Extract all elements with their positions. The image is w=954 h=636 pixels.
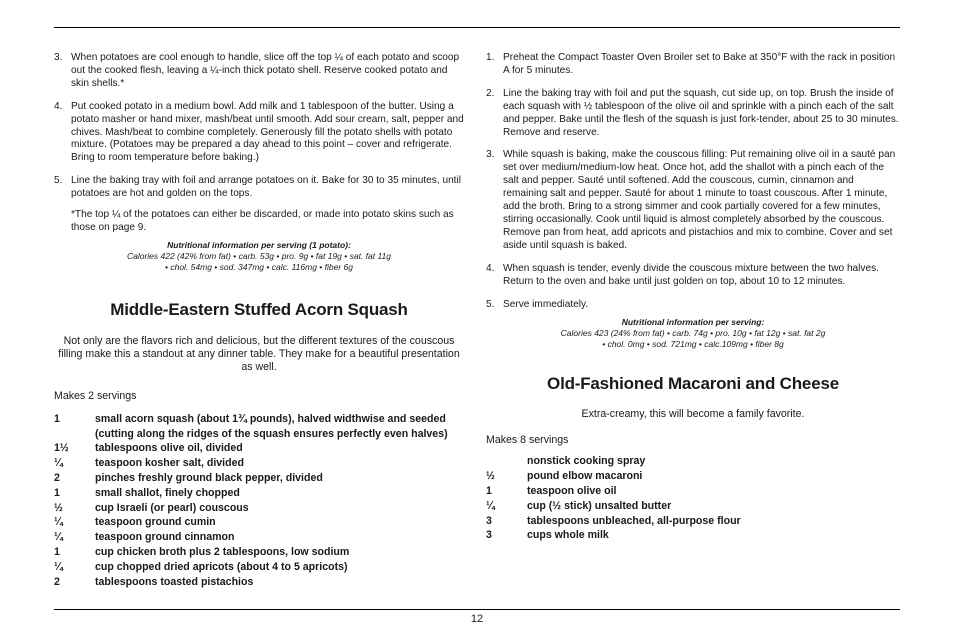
ingredient-qty: ½ — [54, 501, 63, 514]
recipe-intro: Extra-creamy, this will become a family favorite. — [581, 408, 805, 421]
ingredient-list — [54, 412, 464, 590]
ingredient-row — [54, 456, 464, 471]
ingredient-qty: 1 — [54, 412, 60, 425]
ingredient-qty: 1 — [486, 485, 492, 497]
ingredient-text: teaspoon ground cinnamon — [95, 531, 235, 544]
ingredient-qty: 1½ — [54, 442, 69, 455]
servings-text: Makes 8 servings — [486, 434, 569, 447]
ingredient-text: nonstick cooking spray — [527, 455, 646, 468]
ingredient-qty: 3 — [486, 529, 492, 542]
step-number: 4. — [486, 262, 495, 274]
ingredient-qty: ¼ — [54, 560, 63, 573]
ingredient-text: cup Israeli (or pearl) couscous — [95, 501, 249, 514]
ingredient-row — [486, 454, 900, 469]
step-number: 5. — [54, 175, 63, 187]
ingredient-row — [54, 530, 464, 545]
nutrition-title: Nutritional information per serving (1 potato): — [167, 239, 351, 250]
ingredient-qty: 1 — [54, 546, 60, 559]
ingredient-row — [486, 484, 900, 499]
ingredient-text: small acorn squash (about 1¾ pounds), halved widthwise and seeded (cutting along the ridges of the squash ensures perfectly even halves) — [95, 412, 448, 440]
step-item — [54, 175, 464, 201]
ingredient-row — [54, 545, 464, 560]
left-column — [54, 52, 464, 589]
ingredient-qty: 3 — [486, 514, 492, 527]
ingredient-text: cups whole milk — [527, 529, 609, 542]
ingredient-text: cup (½ stick) unsalted butter — [527, 499, 672, 512]
ingredient-text: cup chopped dried apricots (about 4 to 5 apricots) — [95, 560, 348, 573]
step-number: 1. — [486, 52, 495, 63]
step-number: 5. — [486, 298, 495, 310]
recipe-title: Old-Fashioned Macaroni and Cheese — [547, 374, 839, 394]
step-text: When potatoes are cool enough to handle, slice off the top ¼ of each potato and scoop out the cooked flesh, leaving a ¼-inch thick potato shell. Reserve cooked potato and skin shells.* — [71, 52, 460, 89]
nutrition-line: Calories 423 (24% from fat) • carb. 74g • pro. 10g • fat 12g • sat. fat 2g — [560, 328, 826, 339]
ingredient-text: tablespoons unbleached, all-purpose flour — [527, 514, 741, 527]
ingredient-text: teaspoon ground cumin — [95, 516, 216, 529]
step-item — [54, 101, 464, 166]
top-rule — [54, 27, 900, 28]
ingredient-row — [54, 575, 464, 590]
step-item — [486, 88, 900, 140]
ingredient-qty: 1 — [54, 486, 60, 499]
nutrition-line: • chol. 0mg • sod. 721mg • calc.109mg • fiber 8g — [602, 339, 784, 350]
step-number: 3. — [486, 149, 495, 161]
ingredient-qty: 2 — [54, 575, 60, 588]
ingredient-qty: ¼ — [54, 516, 63, 529]
ingredient-text: teaspoon kosher salt, divided — [95, 457, 244, 470]
ingredient-text: teaspoon olive oil — [527, 485, 617, 497]
ingredient-qty: ½ — [486, 470, 495, 483]
ingredient-row — [486, 514, 900, 529]
ingredient-qty: ¼ — [486, 499, 495, 512]
step-number: 3. — [54, 52, 63, 63]
step-text: Line the baking tray with foil and arrange potatoes on it. Bake for 30 to 35 minutes, until potatoes are hot and golden on the tops. — [71, 175, 461, 200]
ingredient-row — [486, 528, 900, 543]
ingredient-row — [54, 515, 464, 530]
step-text: Put cooked potato in a medium bowl. Add milk and 1 tablespoon of the butter. Using a potato masher or hand mixer, mash/beat until smooth. Add sour cream, salt, pepper and chives. Mash/beat to combine completely. Generously fill the potato shells with potato mixture. (Potatoes may be prepared a day ahead to this point – cover and refrigerate. Bring to room temperature before baking.) — [71, 100, 464, 164]
recipe-intro: Not only are the flavors rich and delicious, but the different textures of the couscous filling make this a standout at any dinner table. They make for a beautiful presentation as well. — [58, 334, 460, 373]
step-text: When squash is tender, evenly divide the couscous mixture between the two halves. Return to the oven and bake until just golden on top, about 10 to 12 minutes. — [503, 262, 879, 287]
ingredient-row — [486, 499, 900, 514]
step-text: Serve immediately. — [503, 298, 589, 310]
ingredient-row — [54, 471, 464, 486]
ingredient-text: tablespoons toasted pistachios — [95, 575, 254, 588]
step-item — [486, 263, 900, 289]
ingredient-text: small shallot, finely chopped — [95, 486, 240, 499]
step-item — [54, 52, 464, 91]
bottom-rule — [54, 609, 900, 610]
right-column — [486, 52, 900, 543]
ingredient-row — [54, 412, 464, 442]
nutrition-line: • chol. 54mg • sod. 347mg • calc. 116mg • fiber 6g — [165, 261, 353, 272]
ingredient-text: tablespoons olive oil, divided — [95, 442, 243, 455]
ingredient-row — [54, 486, 464, 501]
page-number: 12 — [470, 613, 484, 625]
step-item — [486, 299, 900, 312]
step-text: Line the baking tray with foil and put the squash, cut side up, on top. Brush the inside of each squash with ½ tablespoon of the olive oil and sprinkle with a pinch each of the salt and pepper. Bake until the flesh of the squash is just fork-tender, about 25 to 30 minutes. Remove and reserve. — [503, 87, 899, 138]
step-number: 2. — [486, 87, 495, 99]
step-item — [486, 149, 900, 252]
ingredient-row — [54, 441, 464, 456]
ingredient-qty: ¼ — [54, 531, 63, 544]
step-number: 4. — [54, 100, 63, 112]
ingredient-text: cup chicken broth plus 2 tablespoons, low sodium — [95, 546, 350, 559]
ingredient-qty — [486, 454, 527, 469]
step-item — [486, 52, 900, 78]
nutrition-line: Calories 422 (42% from fat) • carb. 53g • pro. 9g • fat 19g • sat. fat 11g — [126, 250, 392, 261]
ingredient-row — [54, 501, 464, 516]
ingredient-row — [486, 469, 900, 484]
step-text: Preheat the Compact Toaster Oven Broiler set to Bake at 350°F with the rack in position A for 5 minutes. — [503, 52, 896, 76]
nutrition-title: Nutritional information per serving: — [621, 317, 765, 328]
ingredient-qty: 2 — [54, 472, 60, 485]
step-text: While squash is baking, make the couscous filling: Put remaining olive oil in a sauté pan set over medium/medium-low heat. Once hot, add the shallot with a pinch each of the salt and pepper. Sauté until softened. Add the couscous, cumin, cinnamon and remaining salt and pepper. Sauté for about 1 minute to toast couscous. After 1 minute, add the broth. Bring to a strong simmer and cook partially covered for a few minutes, stirring occasionally. Cook until liquid is almost completely absorbed by the couscous. Remove pan from heat, add apricots and pistachios and mix to combine. Cover and set aside until squash is baked. — [503, 149, 896, 251]
ingredient-qty: ¼ — [54, 457, 63, 470]
servings-text: Makes 2 servings — [54, 389, 137, 402]
recipe-title: Middle-Eastern Stuffed Acorn Squash — [110, 299, 408, 319]
ingredient-list — [486, 454, 900, 543]
footnote: *The top ¼ of the potatoes can either be discarded, or made into potato skins such as those on page 9. — [71, 209, 454, 233]
ingredient-text: pound elbow macaroni — [527, 470, 643, 483]
ingredient-row — [54, 560, 464, 575]
ingredient-text: pinches freshly ground black pepper, divided — [95, 472, 323, 485]
